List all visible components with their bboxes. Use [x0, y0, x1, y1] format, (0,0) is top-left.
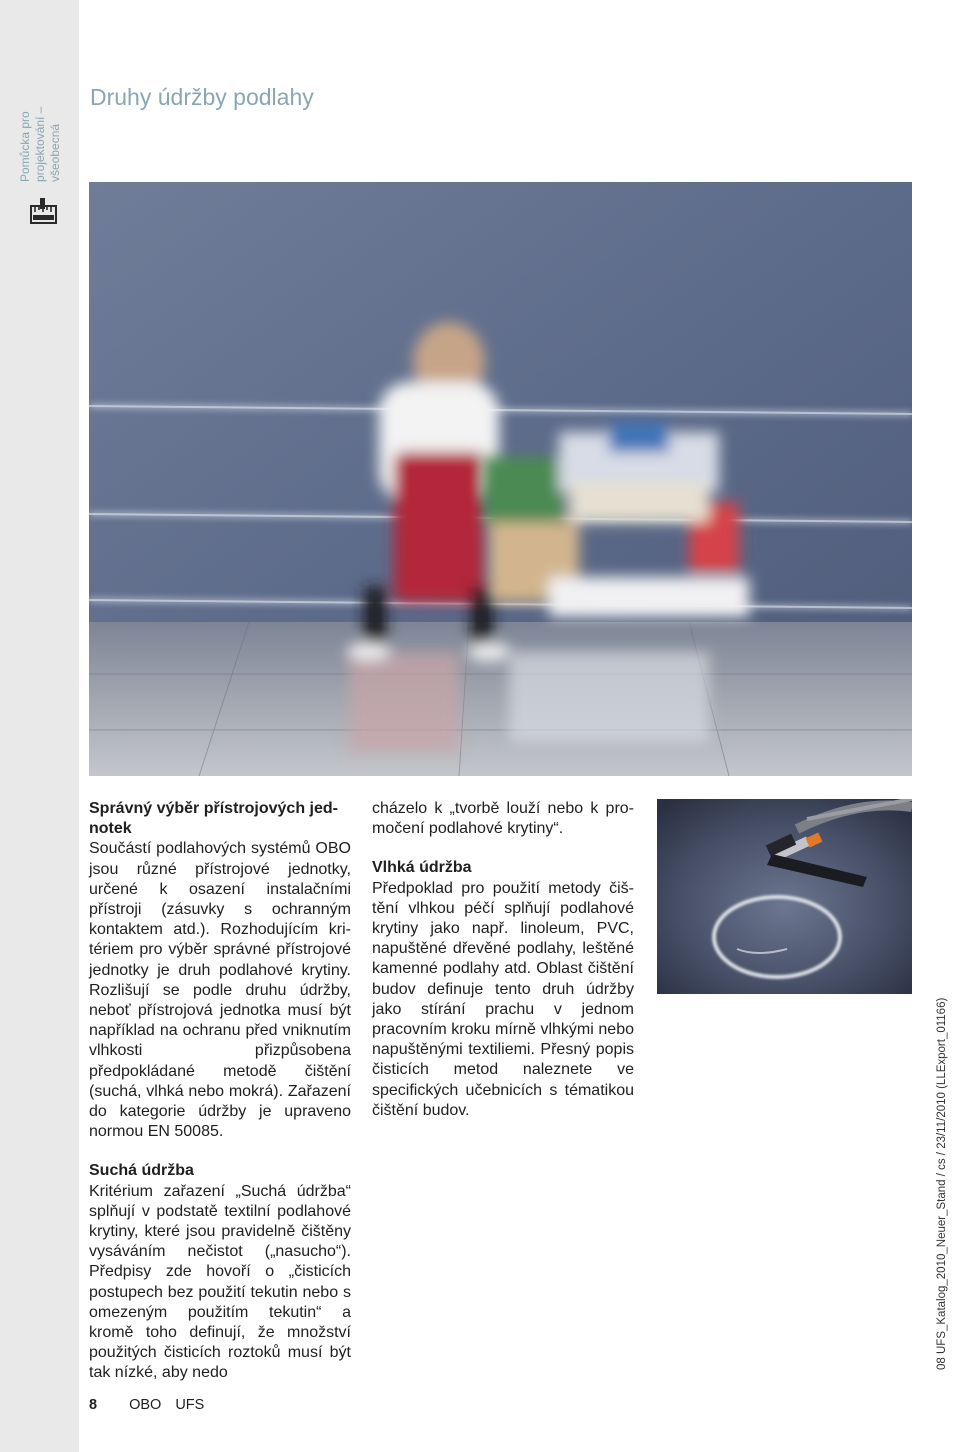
text-column-1	[89, 799, 351, 1384]
sidebar-label	[18, 90, 68, 182]
paragraph: Kritérium zařazení „Suchá údržba“ splňují v podstatě textilní podlahové krytiny, které jsou pravidelně čištěny vysáváním nečistot („nasucho“). Předpisy zde hovoří o „čisticích postupech bez použití tekutin nebo s omezeným použitím tekutin“ a kromě toho definují, že množství použitých čisticích roztoků musí být tak nízké, aby nedo	[89, 1182, 351, 1382]
product-name: UFS	[175, 1397, 205, 1413]
paragraph: Součástí podlahových systémů OBO jsou různé přístrojové jednotky, určené k osazení instalačními přístroji (zásuvky s ochranným kontaktem atd.). Rozhodujícím kritériem pro výběr správné přístrojové jednotky je druh podlahové krytiny. Rozlišují se podle druhu údržby, neboť přístrojová jednotka musí být například na ochranu před vniknutím vlhkosti přizpůsobena předpokládané metodě čištění (suchá, vlhká nebo mokrá). Zařazení do kategorie údržby je upraveno normou EN 50085.	[89, 840, 351, 1141]
page-number: 8	[89, 1397, 98, 1413]
brand-name: OBO	[129, 1397, 162, 1413]
paragraph: Předpoklad pro použití metody čištění vlhkou péčí splňují podlahové krytiny jako např. linoleum, PVC, napuštěné dřevěné podlahy, leštěné kamenné podlahy atd. Oblast čištění budov definuje tento druh údržby jako stírání prachu v jednom pracovním kroku mírně vlhkými nebo napuštěnými textiliemi. Přesný popis čisticích metod naleznete ve specifických učebnicích s tématikou čištění budov.	[372, 879, 634, 1119]
sidebar-label-line: všeobecná	[48, 123, 62, 182]
page-title: Druhy údržby podlahy	[90, 84, 314, 110]
section-heading: Vlhká údržba	[372, 859, 472, 877]
section-heading: Suchá údržba	[89, 1162, 194, 1180]
sidebar	[0, 0, 79, 1452]
vacuum-nozzle-photo	[657, 799, 912, 994]
section-heading: Správný výběr přístrojových jednotek	[89, 800, 338, 838]
paragraph: cházelo k „tvorbě louží nebo k promočení podlahové krytiny“.	[372, 800, 634, 838]
ruler-book-icon	[30, 197, 57, 224]
text-column-2	[372, 799, 634, 1121]
print-info: 08 UFS_Katalog_2010_Neuer_Stand / cs / 23/11/2010 (LLExport_01166)	[936, 997, 948, 1370]
page-footer	[89, 1397, 204, 1413]
cleaning-cart-photo	[89, 182, 912, 776]
sidebar-label-line: Pomůcka pro	[18, 111, 32, 182]
sidebar-label-line: projektování –	[33, 106, 47, 182]
